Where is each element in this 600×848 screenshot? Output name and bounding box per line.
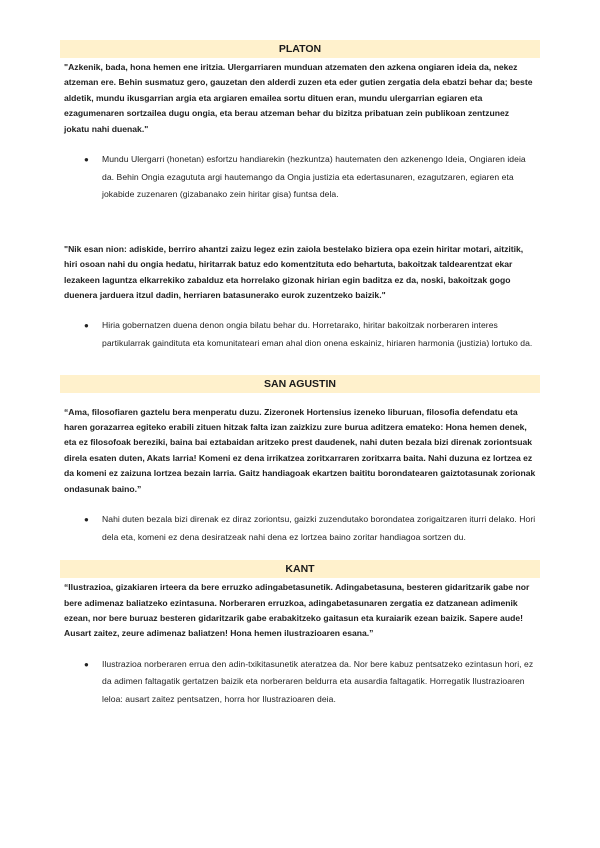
- list-item: [64, 656, 536, 709]
- kant-bullet-1-text: Ilustrazioa norberaren errua den adin-txikitasunetik ateratzea da. Nor bere kabuz pentsatzeko ezintasun hori, ez da adimen faltagatik gertatzen baizik eta norberaren beldurra eta ausardia faltagatik. Horregatik Ilustrazioaren leloa: ausart zaitez pentsatzen, horra hor Ilustrazioaren deia.: [102, 658, 534, 705]
- agustin-quote-1: “Ama, filosofiaren gaztelu bera menperatu duzu. Zizeronek Hortensius izeneko liburuan, filosofia defendatu eta haren gorazarrea egiteko erabili zituen hitzak falta izan zaizkizu zure burua aditzera emateko: Hona hemen denek, eta ez filosofoak bereziki, baina bai eztabaidan aritzeko prest daudenek, nahi duten bezala bizi direnak zoriontsuak direla esaten duten, Akats larria! Komeni ez dena irrikatzea zoritxarraren zoritxarra baita. Nahi duzuna ez lortzea ez da komeni ez zaizuna lortzea bezain larria. Gaitz handiagoak ekartzen baititu borondatearen gaiztotasunak zorionak ondasunak baino.”: [64, 406, 536, 494]
- platon-bullet-2-text: Hiria gobernatzen duena denon ongia bilatu behar du. Horretarako, hiritar bakoitzak norberaren interes partikularrak gaindituta eta komunitateari eman ahal dion onena eskainiz, hiriaren harmonia (justizia) lortuko da.: [102, 320, 533, 349]
- bullet-icon: ●: [84, 515, 89, 525]
- bullet-icon: ●: [84, 321, 89, 331]
- agustin-bullet-1-text: Nahi duten bezala bizi direnak ez diraz zoriontsu, gaizki zuzendutako borondatea zorigaitzaren iturri delako. Hori dela eta, komeni ez dena desiratzeak nahi dena ez lortzea baino zoritar handiagoa sortzen du.: [102, 514, 536, 542]
- platon-bullet-list-1: [64, 151, 536, 204]
- kant-quote-1: “Ilustrazioa, gizakiaren irteera da bere erruzko adingabetasunetik. Adingabetasuna, besteren gidaritzarik gabe nor bere adimenaz baliatzeko ezintasuna. Norberaren erruzkoa, adingabetasunaren zergatia ez datzanean adimenik ezean, nor bere buruaz besteren gidaritzarik gabe erabakitzeko gaitasun eta kuraiarik ezean baizik. Sapere aude! Ausart zaitez, zeure adimenaz baliatzen! Hona hemen ilustrazioaren esana.”: [64, 582, 530, 639]
- section-title-platon: PLATON: [60, 40, 540, 58]
- platon-quote-2: "Nik esan nion: adiskide, berriro ahantzi zaizu legez ezin zaiola bestelako biziera opa ezein hiritar motari, aitzitik, hiri osoan nahi du ongia hedatu, hiritarrak batuz edo komentzituta edo behartuta, bakoitzak taldearentzat ekar lezakeen laguntza elkarrekiko zabalduz eta horrelako gizonak hirian egin baditza ez da, noski, bakoitzak gogo duenera jarduera itzul dadin, herriaren batasunerako eurok zuzentzeko baizik.": [64, 243, 524, 301]
- section-title-san-agustin: SAN AGUSTIN: [60, 375, 540, 393]
- platon-quote-1: "Azkenik, bada, hona hemen ene iritzia. Ulergarriaren munduan atzematen den azkena ongiaren ideia da, nekez atzeman ere. Behin susmatuz gero, gauzetan den alderdi zuzen eta eder gutien zergatia dela ebatzi behar da; beste aldetik, mundu ikusgarrian argia eta argiaren emailea sortu dituen eran, mundu ulergarrian egiaren eta ezagumenaren sortzailea dugu ongia, eta berau atzeman behar du bizitza pribatuan zein publikoan zentzunez jokatu nahi duenak.": [64, 62, 533, 134]
- platon-bullet-1-text: Mundu Ulergarri (honetan) esfortzu handiarekin (hezkuntza) hautematen den azkenengo Ideia, Ongiaren ideia da. Behin Ongia ezagututa argi hautemango da Ongia justizia eta edertasunaren, ezagutzaren, egiaren eta jokabide zuzenaren (gizabanako zein hiritar gisa) funtsa dela.: [102, 154, 526, 200]
- list-item: [64, 511, 536, 546]
- list-item: [64, 151, 536, 204]
- bullet-icon: ●: [84, 659, 89, 669]
- platon-bullet-list-2: [64, 317, 536, 352]
- bullet-icon: ●: [84, 155, 89, 165]
- agustin-bullet-list: [64, 511, 536, 546]
- list-item: [64, 317, 536, 352]
- section-title-kant: KANT: [60, 560, 540, 578]
- kant-bullet-list: [64, 656, 536, 709]
